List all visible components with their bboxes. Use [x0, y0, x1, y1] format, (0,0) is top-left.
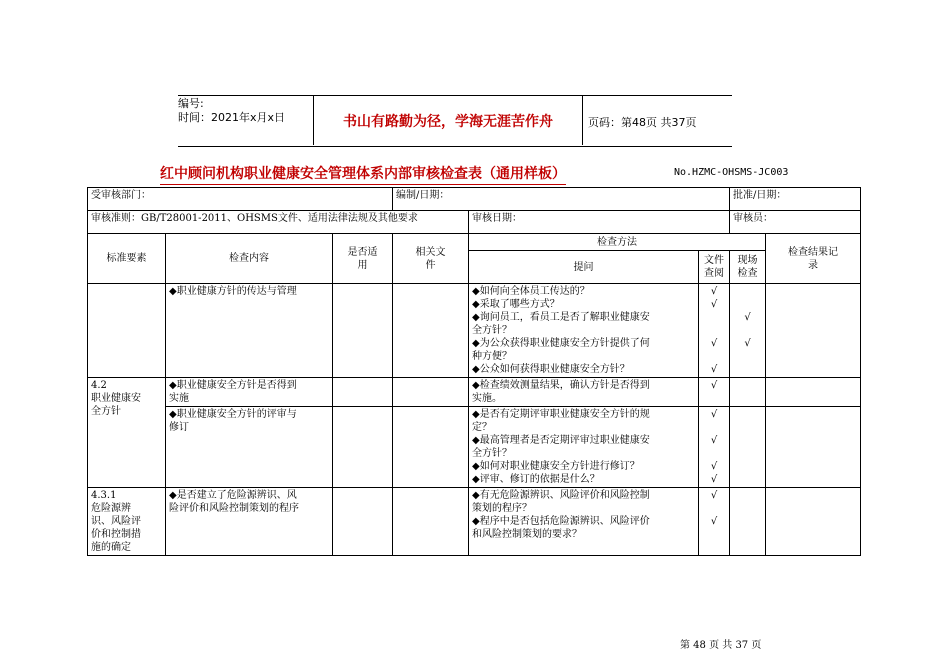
check-mark [702, 502, 726, 515]
check-mark: √ [710, 338, 718, 349]
check-mark: √ [710, 364, 718, 375]
content-cell [166, 378, 333, 407]
check-mark [702, 421, 726, 434]
question-line: ◆评审、修订的依据是什么？ [472, 474, 600, 485]
content-cell [166, 488, 333, 556]
question-line: 和风险控制策划的要求？ [472, 529, 583, 540]
question-line: 全方针？ [472, 448, 513, 459]
header-row-1 [88, 234, 861, 251]
question-line: ◆最高管理者是否定期评审过职业健康安 [472, 435, 650, 446]
col-doc-review: 文件查阅 [699, 251, 730, 284]
document-number: No.HZMC-OHSMS-JC003 [674, 167, 789, 178]
col-element: 标准要素 [88, 234, 166, 284]
applicable-cell[interactable] [333, 488, 393, 556]
onsite-cell[interactable] [730, 488, 766, 556]
onsite-cell[interactable] [730, 378, 766, 407]
table-row [88, 488, 861, 556]
question-line: 实施。 [472, 393, 503, 404]
check-mark [733, 324, 762, 337]
header-page-label: 页码：第48页 共37页 [588, 116, 697, 129]
element-line: 施的确定 [91, 542, 131, 553]
check-mark [733, 350, 762, 363]
table-row [88, 378, 861, 407]
question-line: ◆检查绩效测量结果，确认方针是否得到 [472, 380, 650, 391]
element-cell [88, 488, 166, 556]
auditee-field[interactable]: 受审核部门： [88, 188, 393, 211]
question-line: ◆公众如何获得职业健康安全方针？ [472, 364, 630, 375]
doc-review-cell[interactable] [699, 488, 730, 556]
header-meta [178, 97, 310, 125]
check-mark: √ [710, 474, 718, 485]
related-cell[interactable] [393, 488, 469, 556]
question-line: 种方便？ [472, 351, 513, 362]
related-cell[interactable] [393, 378, 469, 407]
col-content: 检查内容 [166, 234, 333, 284]
question-cell [469, 407, 699, 488]
check-mark: √ [744, 338, 751, 349]
element-line: 全方针 [91, 406, 121, 417]
check-mark [702, 324, 726, 337]
check-mark: √ [710, 516, 718, 527]
question-line: 全方针？ [472, 325, 513, 336]
number-label: 编号: [178, 97, 204, 110]
criteria-field: 审核准则：GB/T28001-2011、OHSMS文件、适用法律法规及其他要求 [88, 211, 469, 234]
table-row [88, 407, 861, 488]
question-line: ◆如何向全体员工传达的？ [472, 286, 590, 297]
element-line: 职业健康安 [91, 393, 141, 404]
col-question: 提问 [469, 251, 699, 284]
check-mark: √ [710, 409, 718, 420]
check-mark: √ [710, 461, 718, 472]
applicable-cell[interactable] [333, 378, 393, 407]
prepared-field[interactable]: 编制/日期： [393, 188, 730, 211]
col-related: 相关文件 [393, 234, 469, 284]
question-line: ◆如何对职业健康安全方针进行修订？ [472, 461, 640, 472]
check-mark: √ [710, 490, 718, 501]
applicable-cell[interactable] [333, 407, 393, 488]
info-row-1 [88, 188, 861, 211]
applicable-cell[interactable] [333, 284, 393, 378]
col-onsite: 现场检查 [730, 251, 766, 284]
question-line: ◆程序中是否包括危险源辨识、风险评价 [472, 516, 650, 527]
result-cell[interactable] [766, 378, 861, 407]
col-applicable: 是否适用 [333, 234, 393, 284]
content-line: ◆是否建立了危险源辨识、风 [169, 490, 297, 501]
col-method: 检查方法 [469, 234, 766, 251]
content-line: 修订 [169, 422, 189, 433]
question-line: 策划的程序？ [472, 503, 533, 514]
check-mark [702, 528, 726, 541]
time-label: 时间：2021年x月x日 [178, 111, 286, 124]
check-mark [702, 350, 726, 363]
onsite-cell[interactable] [730, 407, 766, 488]
content-line: ◆职业健康安全方针是否得到 [169, 380, 297, 391]
check-mark [702, 447, 726, 460]
content-line: ◆职业健康方针的传达与管理 [169, 286, 297, 297]
question-line: 定？ [472, 422, 493, 433]
audit-date-field[interactable]: 审核日期： [469, 211, 730, 234]
question-cell [469, 488, 699, 556]
element-line: 4.3.1 [91, 490, 117, 501]
question-line: ◆是否有定期评审职业健康安全方针的规 [472, 409, 650, 420]
doc-review-cell[interactable] [699, 407, 730, 488]
header-slogan: 书山有路勤为径，学海无涯苦作舟 [313, 96, 583, 145]
check-mark: √ [710, 380, 718, 391]
content-line: 实施 [169, 393, 189, 404]
question-line: ◆采取了哪些方式？ [472, 299, 560, 310]
content-line: ◆职业健康安全方针的评审与 [169, 409, 297, 420]
question-cell [469, 284, 699, 378]
auditor-field[interactable]: 审核员： [730, 211, 861, 234]
result-cell[interactable] [766, 284, 861, 378]
content-line: 险评价和风险控制策划的程序 [169, 503, 299, 514]
content-cell [166, 407, 333, 488]
related-cell[interactable] [393, 407, 469, 488]
element-line: 危险源辨 [91, 503, 131, 514]
header-bottom-rule [178, 146, 732, 147]
element-line: 4.2 [91, 380, 107, 391]
onsite-cell[interactable] [730, 284, 766, 378]
info-row-2 [88, 211, 861, 234]
check-mark [733, 285, 762, 298]
question-line: ◆为公众获得职业健康安全方针提供了何 [472, 338, 650, 349]
check-mark: √ [710, 299, 718, 310]
check-mark [733, 298, 762, 311]
question-line: ◆询问员工，看员工是否了解职业健康安 [472, 312, 650, 323]
element-line: 价和控制措 [91, 529, 141, 540]
col-result: 检查结果记录 [766, 234, 861, 284]
element-cell [88, 378, 166, 488]
related-cell[interactable] [393, 284, 469, 378]
approved-field[interactable]: 批准/日期： [730, 188, 861, 211]
check-mark: √ [710, 286, 718, 297]
doc-review-cell[interactable] [699, 284, 730, 378]
check-mark [702, 392, 726, 405]
content-cell [166, 284, 333, 378]
audit-checklist-table [87, 187, 861, 556]
element-line: 识、风险评 [91, 516, 141, 527]
document-title: 红中顾问机构职业健康安全管理体系内部审核检查表（通用样板） [160, 163, 566, 185]
result-cell[interactable] [766, 407, 861, 488]
check-mark [733, 363, 762, 376]
question-cell [469, 378, 699, 407]
title-row [160, 163, 840, 185]
check-mark [702, 311, 726, 324]
element-cell [88, 284, 166, 378]
question-line: ◆有无危险源辨识、风险评价和风险控制 [472, 490, 650, 501]
result-cell[interactable] [766, 488, 861, 556]
page-footer: 第 48 页 共 37 页 [680, 640, 762, 651]
table-row [88, 284, 861, 378]
doc-review-cell[interactable] [699, 378, 730, 407]
check-mark: √ [744, 312, 751, 323]
check-mark: √ [710, 435, 718, 446]
